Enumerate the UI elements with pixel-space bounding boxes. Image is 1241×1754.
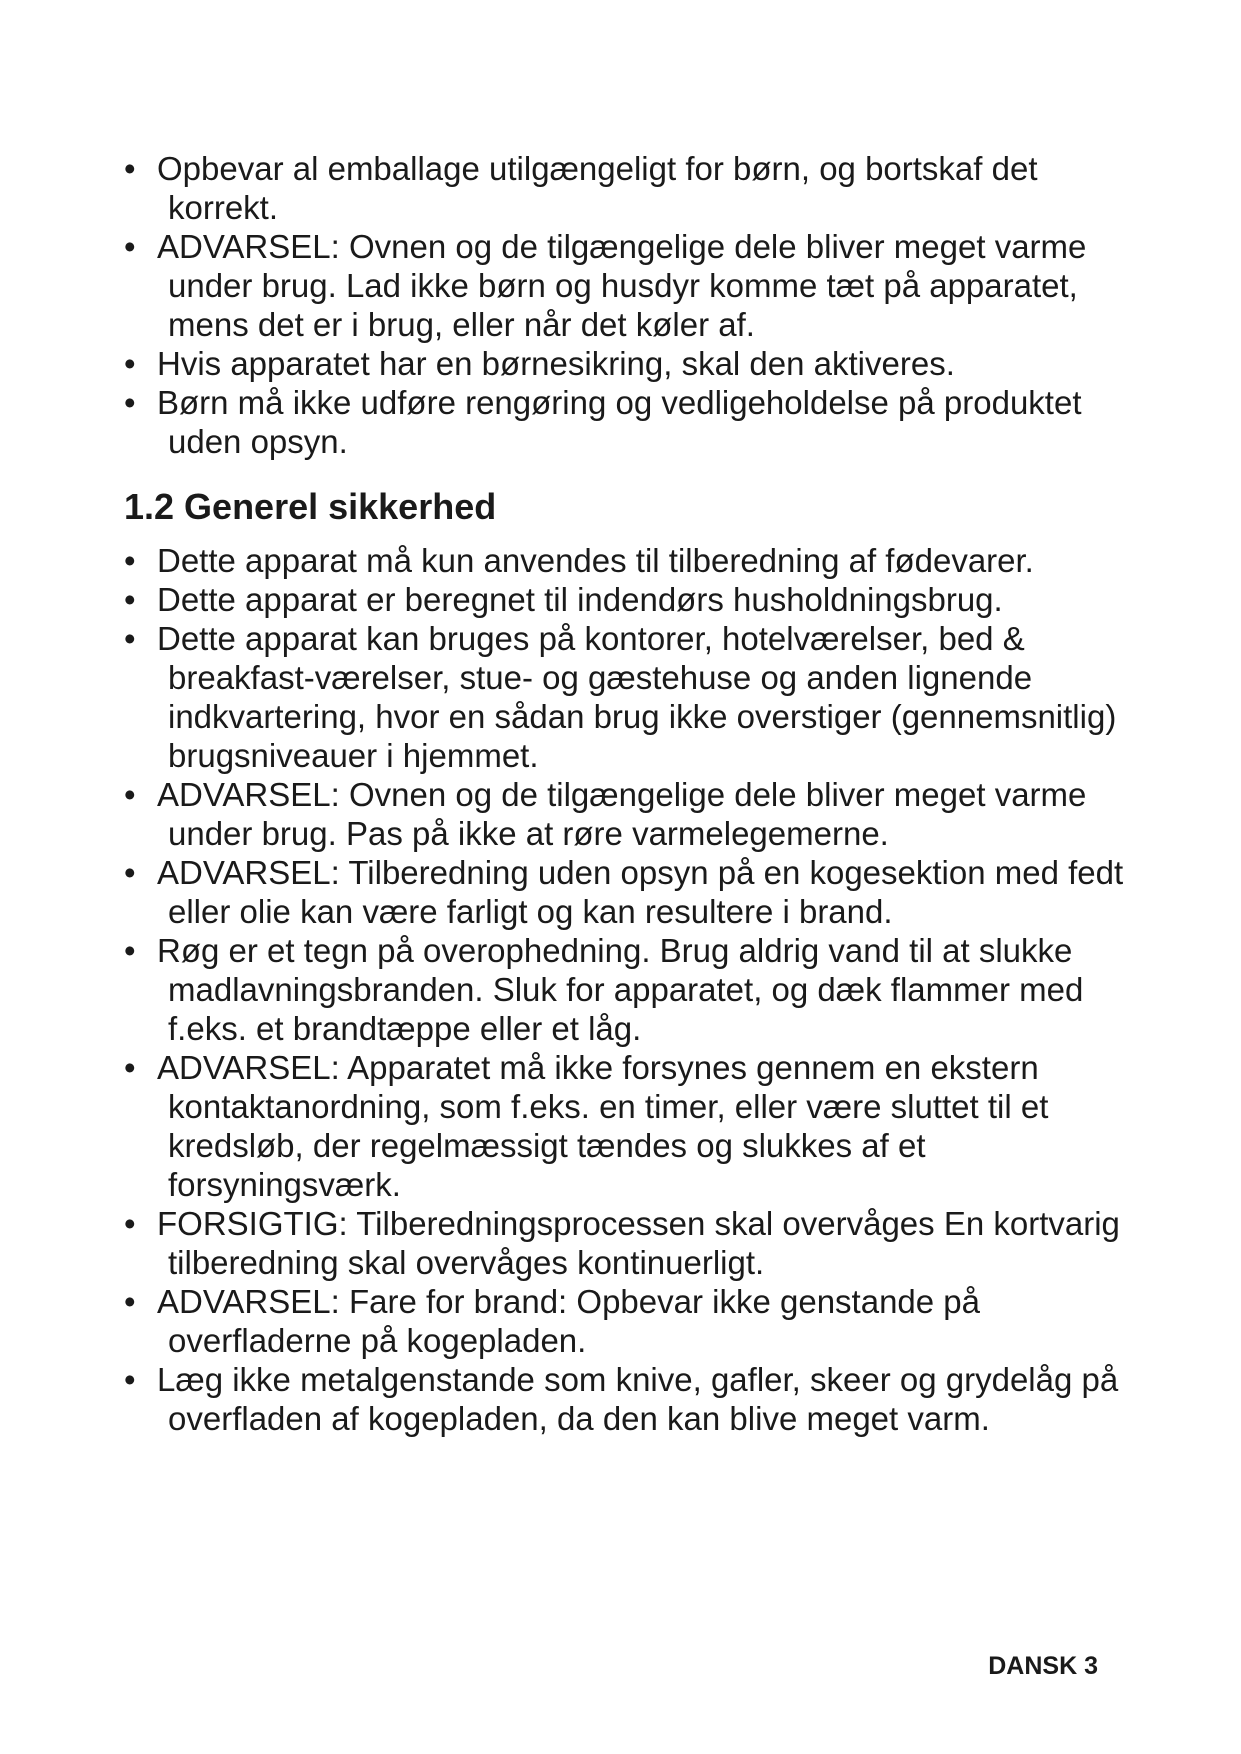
list-item <box>124 1204 1124 1282</box>
intro-bullet-list <box>124 149 1124 461</box>
list-item-text: Hvis apparatet har en børnesikring, skal den aktiveres. <box>157 345 955 382</box>
list-item-text: Dette apparat kan bruges på kontorer, hotelværelser, bed & breakfast-værelser, stue- og gæstehuse og anden lignende indkvartering, hvor en sådan brug ikke overstiger (gennemsnitlig) brugsniveauer i hjemmet. <box>157 620 1117 774</box>
list-item <box>124 775 1124 853</box>
list-item <box>124 1048 1124 1204</box>
list-item-text: ADVARSEL: Ovnen og de tilgængelige dele bliver meget varme under brug. Pas på ikke at røre varmelegemerne. <box>157 776 1087 852</box>
section-heading: 1.2 Generel sikkerhed <box>124 486 497 527</box>
safety-bullet-list <box>124 541 1124 1438</box>
list-item <box>124 1282 1124 1360</box>
list-item-text: ADVARSEL: Apparatet må ikke forsynes gennem en ekstern kontaktanordning, som f.eks. en timer, eller være sluttet til et kredsløb, der regelmæssigt tændes og slukkes af et forsyningsværk. <box>157 1049 1049 1203</box>
list-item <box>124 149 1124 227</box>
list-item-text: Dette apparat må kun anvendes til tilberedning af fødevarer. <box>157 542 1034 579</box>
list-item-text: ADVARSEL: Ovnen og de tilgængelige dele bliver meget varme under brug. Lad ikke børn og husdyr komme tæt på apparatet, mens det er i brug, eller når det køler af. <box>157 228 1087 343</box>
bullet-icon: • <box>124 1049 136 1086</box>
page-footer-label: DANSK 3 <box>988 1652 1098 1680</box>
bullet-icon: • <box>124 1283 136 1320</box>
list-item-text: Læg ikke metalgenstande som knive, gafler, skeer og grydelåg på overfladen af kogepladen, da den kan blive meget varm. <box>157 1361 1119 1437</box>
list-item <box>124 383 1124 461</box>
bullet-icon: • <box>124 1205 136 1242</box>
list-item <box>124 344 1124 383</box>
bullet-icon: • <box>124 150 136 187</box>
list-item-text: FORSIGTIG: Tilberedningsprocessen skal overvåges En kortvarig tilberedning skal overvåges kontinuerligt. <box>157 1205 1120 1281</box>
list-item-text: Børn må ikke udføre rengøring og vedligeholdelse på produktet uden opsyn. <box>157 384 1082 460</box>
list-item <box>124 541 1124 580</box>
list-item <box>124 853 1124 931</box>
list-item-text: Dette apparat er beregnet til indendørs husholdningsbrug. <box>157 581 1003 618</box>
list-item-text: ADVARSEL: Fare for brand: Opbevar ikke genstande på overfladerne på kogepladen. <box>157 1283 981 1359</box>
list-item <box>124 1360 1124 1438</box>
list-item <box>124 931 1124 1048</box>
bullet-icon: • <box>124 542 136 579</box>
bullet-icon: • <box>124 1361 136 1398</box>
list-item-text: Opbevar al emballage utilgængeligt for børn, og bortskaf det korrekt. <box>157 150 1038 226</box>
bullet-icon: • <box>124 384 136 421</box>
list-item <box>124 227 1124 344</box>
bullet-icon: • <box>124 228 136 265</box>
bullet-icon: • <box>124 932 136 969</box>
list-item <box>124 580 1124 619</box>
list-item-text: ADVARSEL: Tilberedning uden opsyn på en kogesektion med fedt eller olie kan være farligt og kan resultere i brand. <box>157 854 1124 930</box>
bullet-icon: • <box>124 620 136 657</box>
bullet-icon: • <box>124 345 136 382</box>
bullet-icon: • <box>124 854 136 891</box>
list-item-text: Røg er et tegn på overophedning. Brug aldrig vand til at slukke madlavningsbranden. Sluk for apparatet, og dæk flammer med f.eks. et brandtæppe eller et låg. <box>157 932 1084 1047</box>
bullet-icon: • <box>124 776 136 813</box>
bullet-icon: • <box>124 581 136 618</box>
list-item <box>124 619 1124 775</box>
